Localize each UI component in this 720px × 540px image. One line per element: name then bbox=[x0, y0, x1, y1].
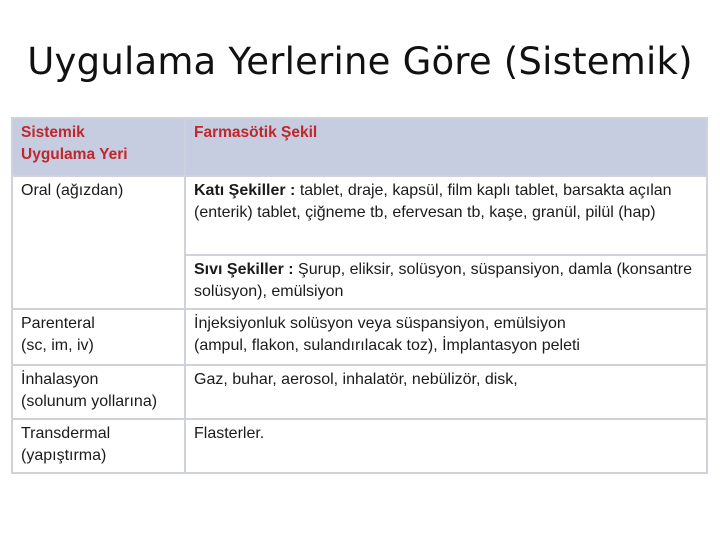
parenteral-forms-line2: (ampul, flakon, sulandırılacak toz), İmplantasyon peleti bbox=[194, 337, 580, 355]
site-cell-oral bbox=[12, 176, 185, 309]
site-inhalation: İnhalasyon bbox=[21, 371, 99, 389]
liquid-forms-text: Şurup, eliksir, solüsyon, süspansiyon, damla (konsantre solüsyon), emülsiyon bbox=[194, 260, 693, 300]
solid-forms-text: tablet, draje, kapsül, film kaplı tablet, barsakta açılan (enterik) tablet, çiğneme tb, efervesan tb, kaşe, granül, pilül (hap) bbox=[194, 182, 672, 222]
form-cell-solid bbox=[185, 176, 707, 254]
solid-forms-label: Katı Şekiller : bbox=[194, 182, 296, 200]
table-row bbox=[12, 365, 707, 418]
table-header-row bbox=[12, 118, 707, 176]
header-form-label: Farmasötik Şekil bbox=[194, 124, 318, 141]
form-cell-parenteral bbox=[185, 309, 707, 365]
table-row bbox=[12, 309, 707, 365]
form-cell-inhalation bbox=[185, 365, 707, 418]
table-row bbox=[12, 176, 707, 254]
header-site-line1: Sistemik bbox=[21, 124, 85, 141]
site-cell-transdermal bbox=[12, 419, 185, 473]
site-cell-inhalation bbox=[12, 365, 185, 418]
parenteral-forms-line1: İnjeksiyonluk solüsyon veya süspansiyon, emülsiyon bbox=[194, 315, 566, 333]
site-parenteral-detail: (sc, im, iv) bbox=[21, 337, 94, 355]
form-cell-liquid bbox=[185, 255, 707, 309]
site-transdermal-detail: (yapıştırma) bbox=[21, 446, 107, 464]
header-form-cell bbox=[185, 118, 707, 176]
liquid-forms-label: Sıvı Şekiller : bbox=[194, 260, 294, 278]
table-row bbox=[12, 419, 707, 473]
site-inhalation-detail: (solunum yollarına) bbox=[21, 393, 158, 411]
site-cell-parenteral bbox=[12, 309, 185, 365]
site-transdermal: Transdermal bbox=[21, 424, 111, 442]
transdermal-forms: Flasterler. bbox=[194, 424, 265, 442]
header-site-cell bbox=[12, 118, 185, 176]
inhalation-forms: Gaz, buhar, aerosol, inhalatör, nebülizör, disk, bbox=[194, 371, 518, 389]
form-cell-transdermal bbox=[185, 419, 707, 473]
site-parenteral: Parenteral bbox=[21, 315, 95, 333]
header-site-line2: Uygulama Yeri bbox=[21, 146, 128, 163]
site-oral: Oral (ağızdan) bbox=[21, 182, 124, 200]
slide-title: Uygulama Yerlerine Göre (Sistemik) bbox=[27, 40, 693, 83]
dosage-form-table bbox=[11, 117, 708, 474]
